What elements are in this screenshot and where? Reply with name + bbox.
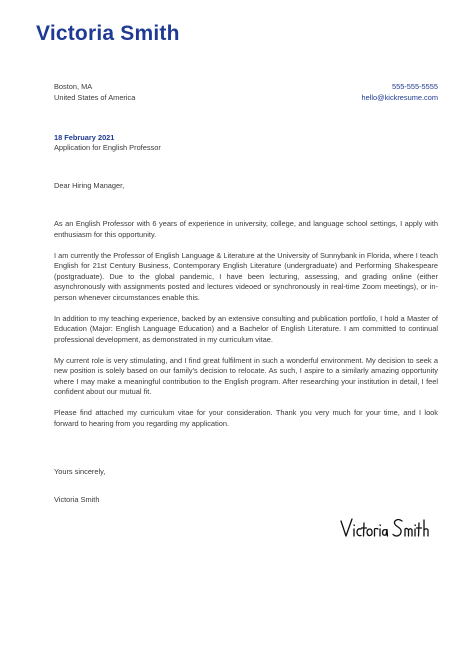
- handwritten-signature: [338, 514, 442, 544]
- signed-name: Victoria Smith: [54, 495, 100, 504]
- body-paragraph: Please find attached my curriculum vitae for your consideration. Thank you very much for your time, and I look forward to hearing from you regarding my application.: [54, 408, 438, 428]
- letter-subject: Application for English Professor: [54, 143, 161, 152]
- sender-address: [54, 82, 135, 103]
- salutation: Dear Hiring Manager,: [54, 181, 125, 190]
- body-paragraph: In addition to my teaching experience, backed by an extensive consulting and publication portfolio, I hold a Master of Education (Major: English Language Education) and a Bachelor of English Literature. I am committed to continual professional development, as demonstrated in my curriculum vitae.: [54, 313, 438, 344]
- contact-info: [361, 82, 438, 103]
- body-paragraph: I am currently the Professor of English Language & Literature at the University of Sunnybank in Florida, where I teach English for 21st Century Business, Contemporary English Literature (undergraduate) and Performing Shakespeare (postgraduate). Due to the global pandemic, I have been lecturing, assessing, and grading online (either asynchronously with assignments posted and lectures videoed or synchronously in real-time Zoom meetings), or in-person whenever circumstances enable this.: [54, 250, 438, 302]
- address-line-city: Boston, MA: [54, 82, 93, 91]
- letter-body: [54, 219, 438, 440]
- body-paragraph: My current role is very stimulating, and I find great fulfilment in such a wonderful environment. My decision to seek a new position is solely based on our family's decision to relocate. As such, I aspire to a similarly amazing opportunity where I may make a meaningful contribution to the English program. After researching your institution in detail, I feel confident about our mutual fit.: [54, 355, 438, 396]
- phone-link[interactable]: 555-555-5555: [391, 82, 438, 91]
- applicant-name: Victoria Smith: [36, 22, 180, 45]
- letter-date: 18 February 2021: [54, 133, 115, 142]
- body-paragraph: As an English Professor with 6 years of experience in university, college, and language school settings, I apply with enthusiasm for this opportunity.: [54, 219, 438, 239]
- closing: Yours sincerely,: [54, 467, 106, 476]
- address-line-country: United States of America: [54, 92, 136, 102]
- email-link[interactable]: hello@kickresume.com: [361, 92, 438, 102]
